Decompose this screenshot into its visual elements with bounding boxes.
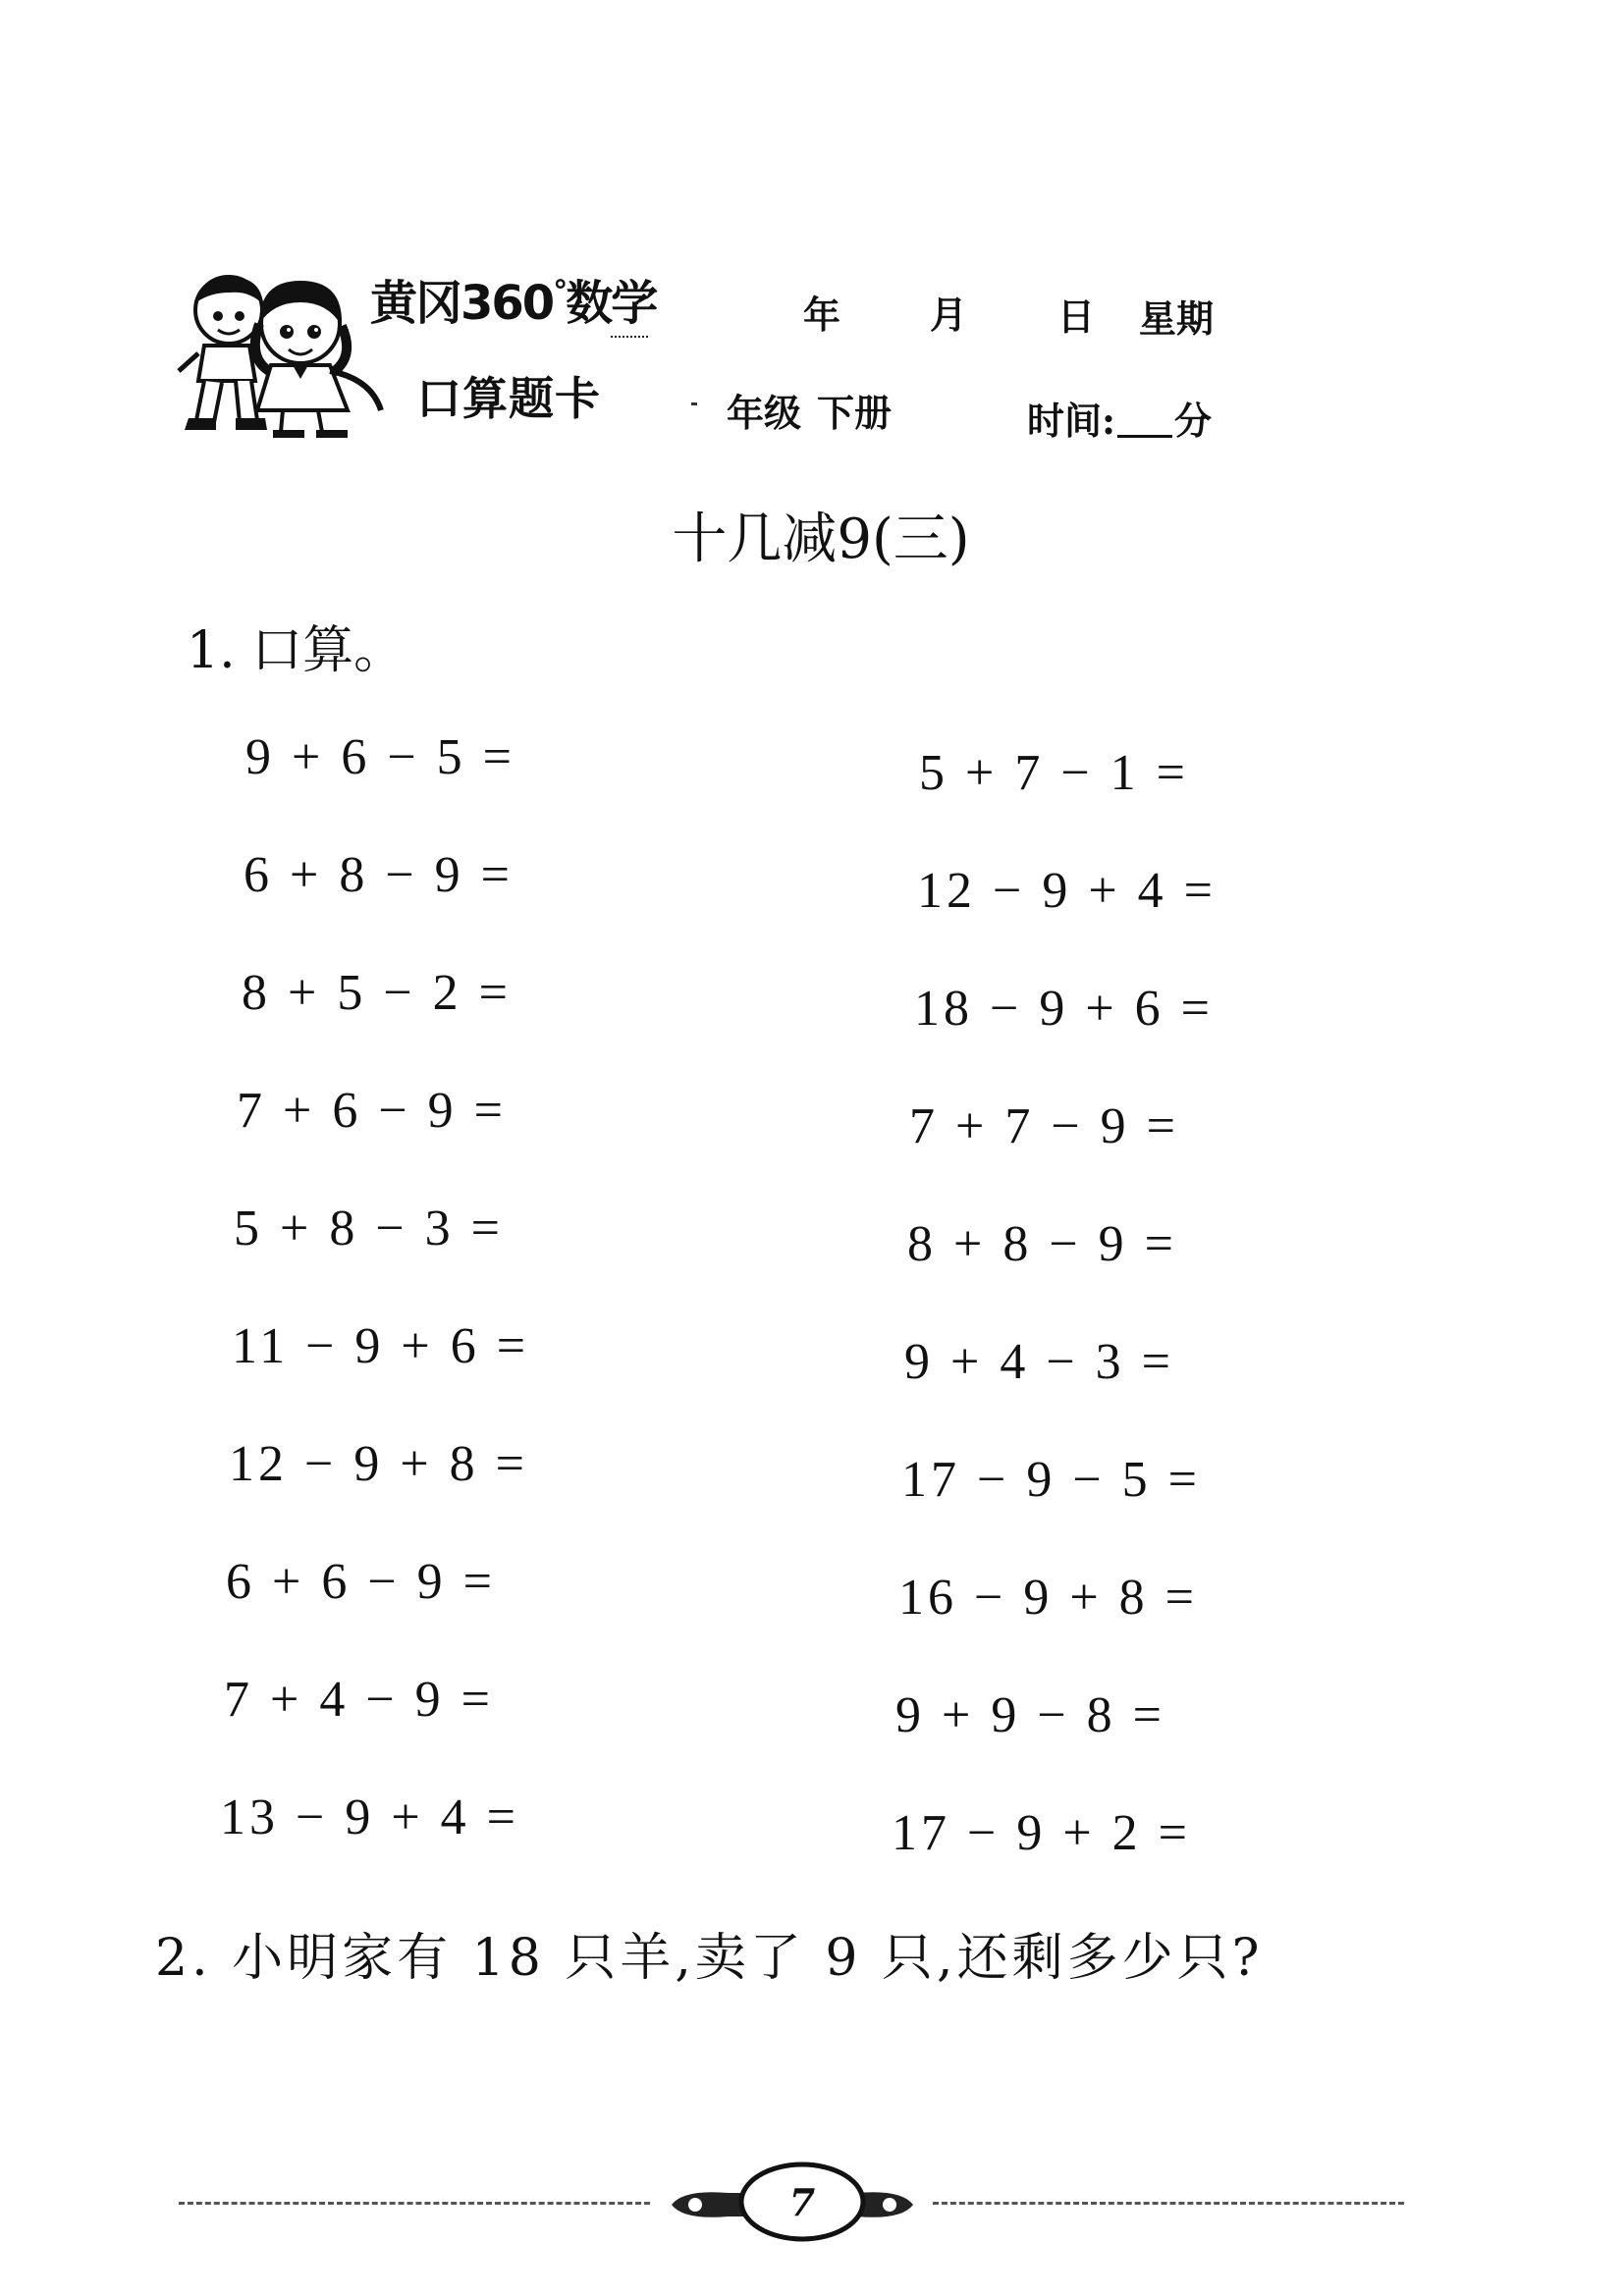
volume-label: 下册 (817, 391, 893, 435)
date-day-label: 日 (1057, 294, 1096, 339)
equation-left-3: 8 + 5 − 2 = (242, 965, 512, 1021)
equation-right-2: 12 − 9 + 4 = (917, 863, 1217, 919)
equation-left-8: 6 + 6 − 9 = (226, 1554, 496, 1610)
time-field (1027, 391, 1212, 445)
brand-title (370, 265, 656, 333)
footer-dashed-line-left (179, 2202, 650, 2205)
section-title: 十几减9(三) (672, 507, 970, 571)
page-number: 7 (788, 2180, 816, 2224)
brand-title-main: 黄冈360 (370, 276, 554, 331)
time-label: 时间: (1027, 399, 1116, 443)
question-2-text: 2. 小明家有 18 只羊,卖了 9 只,还剩多少只? (155, 1929, 1264, 1988)
equation-left-5: 5 + 8 − 3 = (234, 1201, 504, 1256)
equation-right-4: 7 + 7 − 9 = (909, 1098, 1179, 1154)
kids-mascot-illustration (175, 263, 396, 440)
date-year-label: 年 (803, 293, 841, 337)
equation-left-10: 13 − 9 + 4 = (220, 1789, 519, 1845)
question-1-label: 1. 口算。 (187, 621, 406, 680)
brand-underline (611, 336, 648, 338)
grade-label: 年级 (727, 391, 802, 435)
equation-right-3: 18 − 9 + 6 = (914, 981, 1214, 1037)
brand-title-degree: ° (553, 275, 567, 309)
equation-right-10: 17 − 9 + 2 = (892, 1805, 1191, 1861)
date-weekday-label: 星期 (1139, 296, 1215, 341)
equation-left-4: 7 + 6 − 9 = (237, 1083, 507, 1139)
equation-right-7: 17 − 9 − 5 = (901, 1452, 1201, 1508)
card-title: 口算题卡 (416, 372, 601, 425)
equation-left-6: 11 − 9 + 6 = (232, 1318, 530, 1374)
equation-right-9: 9 + 9 − 8 = (895, 1687, 1165, 1743)
decorative-dot (691, 402, 697, 405)
footer-dashed-line-right (933, 2202, 1404, 2205)
equation-right-1: 5 + 7 − 1 = (919, 745, 1189, 801)
date-month-label: 月 (930, 293, 968, 337)
time-unit: 分 (1174, 399, 1213, 443)
equation-right-6: 9 + 4 − 3 = (904, 1334, 1174, 1390)
equation-right-8: 16 − 9 + 8 = (898, 1570, 1198, 1626)
equation-left-1: 9 + 6 − 5 = (245, 729, 515, 785)
equation-left-7: 12 − 9 + 8 = (229, 1436, 528, 1492)
time-blank (1117, 435, 1172, 438)
brand-title-tail: 数学 (566, 276, 657, 331)
equation-right-5: 8 + 8 − 9 = (907, 1216, 1177, 1272)
equation-left-2: 6 + 8 − 9 = (244, 847, 514, 903)
equation-left-9: 7 + 4 − 9 = (224, 1672, 494, 1728)
